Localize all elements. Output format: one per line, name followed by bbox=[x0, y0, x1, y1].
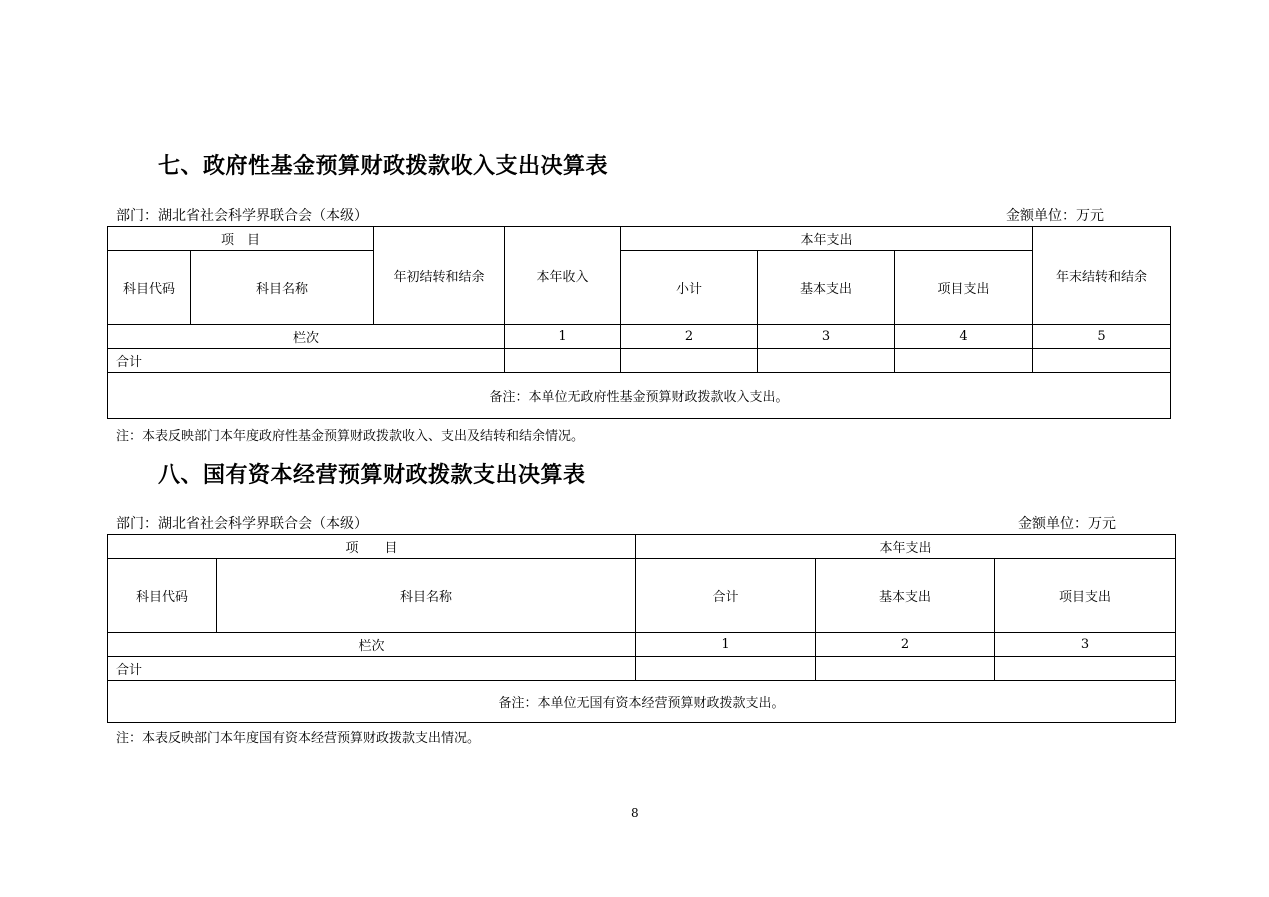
table-row bbox=[108, 633, 1176, 657]
section7-footnote: 注：本表反映部门本年度政府性基金预算财政拨款收入、支出及结转和结余情况。 bbox=[116, 429, 585, 444]
column-index: 2 bbox=[621, 325, 758, 349]
total-cell bbox=[505, 349, 621, 373]
section8-footnote: 注：本表反映部门本年度国有资本经营预算财政拨款支出情况。 bbox=[116, 731, 481, 746]
header-project: 项目支出 bbox=[895, 251, 1033, 325]
column-index: 5 bbox=[1033, 325, 1171, 349]
header-total: 合计 bbox=[636, 559, 816, 633]
table-section8 bbox=[107, 534, 1176, 723]
table-row bbox=[108, 373, 1171, 419]
header-name: 科目名称 bbox=[217, 559, 636, 633]
remark: 备注：本单位无政府性基金预算财政拨款收入支出。 bbox=[108, 373, 1171, 419]
header-code: 科目代码 bbox=[108, 251, 191, 325]
header-closing: 年末结转和结余 bbox=[1033, 227, 1171, 325]
total-cell bbox=[995, 657, 1176, 681]
total-cell bbox=[758, 349, 895, 373]
table-row bbox=[108, 657, 1176, 681]
column-index: 3 bbox=[758, 325, 895, 349]
section8-unit: 金额单位：万元 bbox=[1018, 516, 1116, 532]
section7-title: 七、政府性基金预算财政拨款收入支出决算表 bbox=[158, 154, 609, 179]
column-index: 4 bbox=[895, 325, 1033, 349]
header-item: 项 目 bbox=[108, 535, 636, 559]
table-row bbox=[108, 325, 1171, 349]
header-project: 项目支出 bbox=[995, 559, 1176, 633]
table-row bbox=[108, 349, 1171, 373]
remark: 备注：本单位无国有资本经营预算财政拨款支出。 bbox=[108, 681, 1176, 723]
header-code: 科目代码 bbox=[108, 559, 217, 633]
column-index: 2 bbox=[816, 633, 995, 657]
total-cell bbox=[621, 349, 758, 373]
section7-unit: 金额单位：万元 bbox=[1006, 208, 1104, 224]
header-subtotal: 小计 bbox=[621, 251, 758, 325]
table-section7 bbox=[107, 226, 1171, 419]
section8-title: 八、国有资本经营预算财政拨款支出决算表 bbox=[158, 463, 586, 488]
column-index: 1 bbox=[505, 325, 621, 349]
header-income: 本年收入 bbox=[505, 227, 621, 325]
column-index: 1 bbox=[636, 633, 816, 657]
row-label-column-index: 栏次 bbox=[108, 633, 636, 657]
page-number: 8 bbox=[631, 806, 639, 820]
total-label: 合计 bbox=[108, 349, 505, 373]
header-expense-group: 本年支出 bbox=[621, 227, 1033, 251]
header-name: 科目名称 bbox=[191, 251, 374, 325]
table-row bbox=[108, 681, 1176, 723]
header-basic: 基本支出 bbox=[816, 559, 995, 633]
header-item: 项 目 bbox=[108, 227, 374, 251]
header-opening: 年初结转和结余 bbox=[374, 227, 505, 325]
total-label: 合计 bbox=[108, 657, 636, 681]
section7-department: 部门：湖北省社会科学界联合会（本级） bbox=[116, 208, 368, 224]
row-label-column-index: 栏次 bbox=[108, 325, 505, 349]
header-expense-group: 本年支出 bbox=[636, 535, 1176, 559]
total-cell bbox=[1033, 349, 1171, 373]
section8-department: 部门：湖北省社会科学界联合会（本级） bbox=[116, 516, 368, 532]
total-cell bbox=[895, 349, 1033, 373]
total-cell bbox=[636, 657, 816, 681]
column-index: 3 bbox=[995, 633, 1176, 657]
total-cell bbox=[816, 657, 995, 681]
header-basic: 基本支出 bbox=[758, 251, 895, 325]
